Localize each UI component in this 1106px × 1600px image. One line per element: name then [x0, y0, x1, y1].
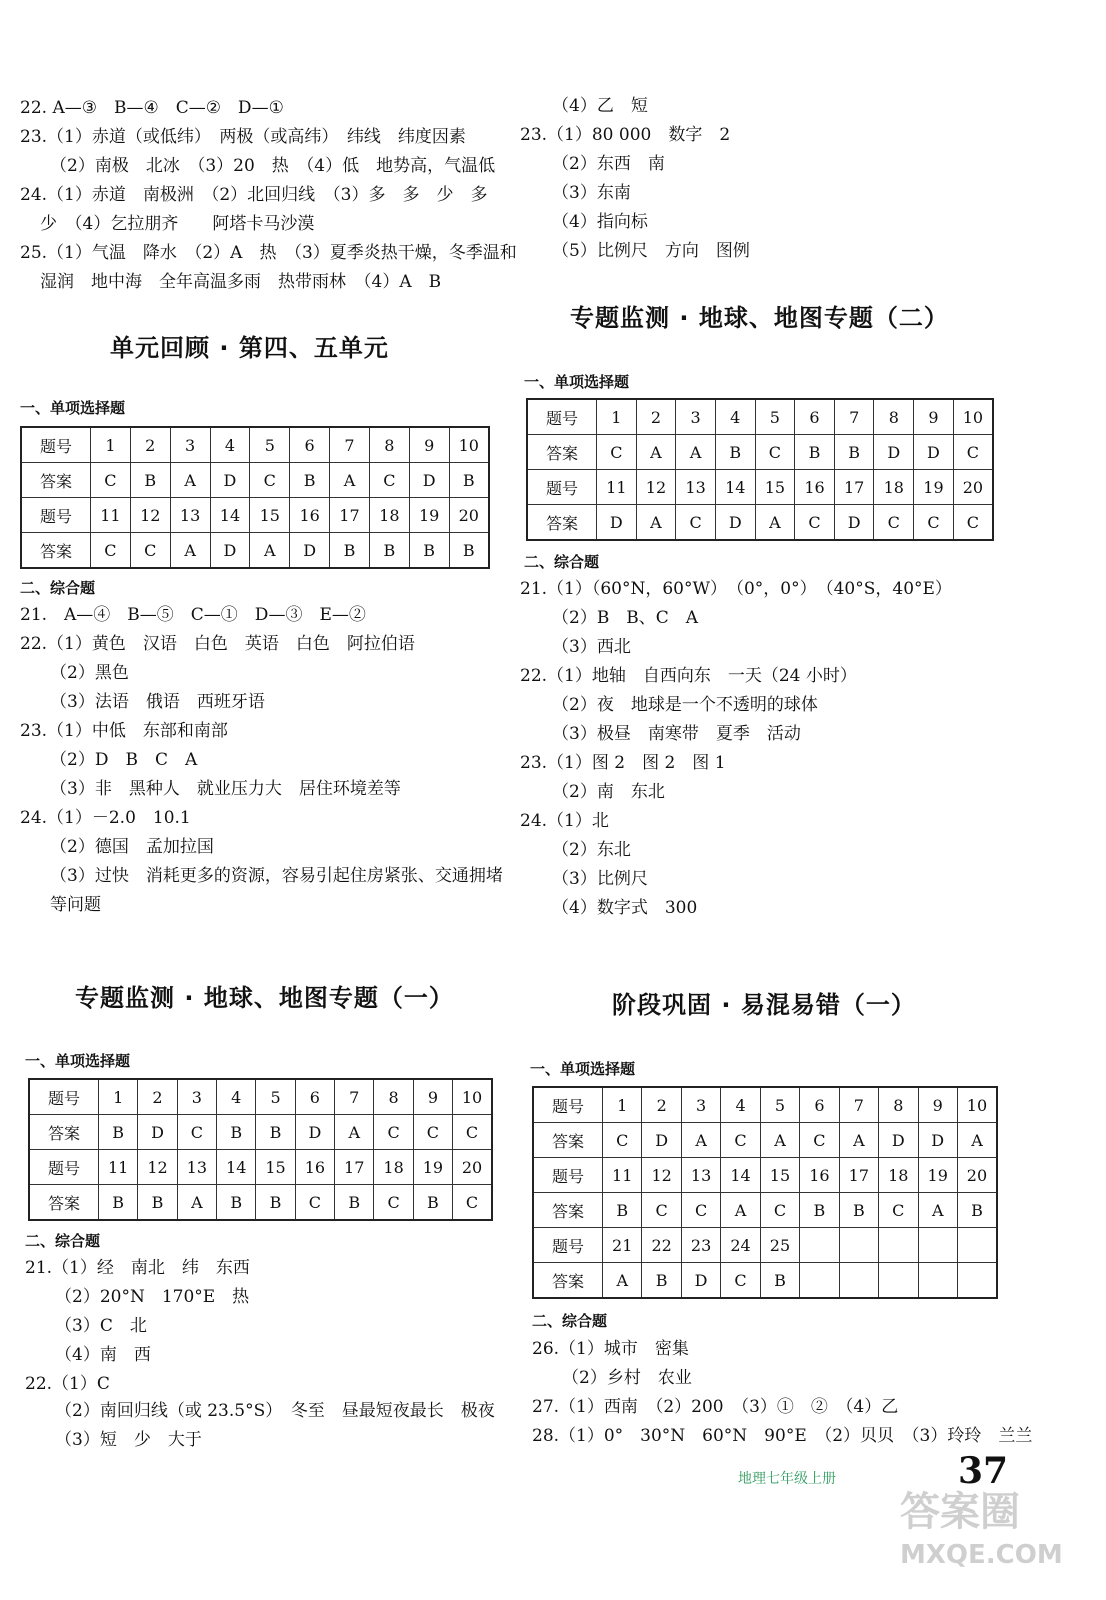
table-cell: C	[130, 533, 170, 569]
table-cell	[879, 1228, 918, 1263]
table-cell: C	[177, 1115, 216, 1150]
row-header-cell: 题号	[533, 1228, 603, 1263]
answer-line: 21.（1）（60°N，60°W） （0°，0°） （40°S，40°E）	[520, 579, 952, 599]
row-header-cell: 答案	[533, 1123, 603, 1158]
answer-line: 27.（1）西南 （2）200 （3）① ② （4）乙	[532, 1397, 899, 1417]
table-cell: D	[138, 1115, 177, 1150]
table-cell	[839, 1263, 878, 1299]
table-cell: 18	[374, 1150, 413, 1185]
table-cell: 20	[953, 470, 993, 505]
table-cell: 5	[256, 1079, 295, 1115]
table-cell: C	[953, 505, 993, 541]
table-cell: B	[449, 463, 489, 498]
table-cell: 7	[335, 1079, 374, 1115]
table-cell: B	[957, 1193, 997, 1228]
table-cell	[879, 1263, 918, 1299]
table-cell: 5	[755, 399, 795, 435]
table-cell: B	[839, 1193, 878, 1228]
table-cell: 11	[597, 470, 637, 505]
table-row	[533, 1158, 997, 1193]
table-cell: A	[676, 435, 716, 470]
table-cell: 5	[760, 1087, 799, 1123]
row-header-cell: 答案	[21, 533, 91, 569]
table-cell: B	[834, 435, 874, 470]
answer-table	[20, 426, 490, 569]
table-cell: 4	[217, 1079, 256, 1115]
answer-line: （2）B B、C A	[552, 608, 699, 628]
answer-table	[526, 398, 994, 541]
section-title: 专题监测 · 地球、地图专题（一）	[75, 984, 454, 1012]
table-cell: D	[290, 533, 330, 569]
table-row	[21, 498, 489, 533]
answer-line: 23.（1）图 2 图 2 图 1	[520, 753, 726, 773]
table-cell: 2	[642, 1087, 681, 1123]
table-cell: C	[914, 505, 954, 541]
table-cell: 6	[795, 399, 835, 435]
table-cell: 7	[834, 399, 874, 435]
table-cell: 6	[800, 1087, 839, 1123]
row-header-cell: 题号	[29, 1150, 99, 1185]
table-cell: B	[409, 533, 449, 569]
table-cell: 10	[453, 1079, 492, 1115]
row-header-cell: 题号	[29, 1079, 99, 1115]
table-cell: D	[597, 505, 637, 541]
answer-line: （2）南回归线（或 23.5°S） 冬至 昼最短夜最长 极夜	[55, 1401, 495, 1421]
answer-line: 22.（1）地轴 自西向东 一天（24 小时）	[520, 666, 857, 686]
table-cell: D	[879, 1123, 918, 1158]
table-cell: 20	[453, 1150, 492, 1185]
table-row	[29, 1079, 492, 1115]
table-cell: A	[721, 1193, 760, 1228]
table-cell: C	[755, 435, 795, 470]
table-cell: 3	[177, 1079, 216, 1115]
section-title: 专题监测 · 地球、地图专题（二）	[570, 304, 949, 332]
table-cell: D	[210, 533, 250, 569]
answer-line: 24.（1）－2.0 10.1	[20, 808, 191, 828]
subsection-heading: 一、单项选择题	[20, 399, 126, 417]
answer-line: （4）指向标	[552, 212, 648, 232]
answer-line: （2）D B C A	[50, 750, 198, 770]
table-cell: A	[755, 505, 795, 541]
table-cell: 17	[335, 1150, 374, 1185]
table-cell: 9	[914, 399, 954, 435]
table-row	[21, 533, 489, 569]
table-cell: 2	[636, 399, 676, 435]
answer-line: （2）20°N 170°E 热	[55, 1287, 250, 1307]
table-cell: 18	[874, 470, 914, 505]
table-cell	[918, 1263, 957, 1299]
table-cell: 22	[642, 1228, 681, 1263]
row-header-cell: 答案	[29, 1115, 99, 1150]
answer-line: （2）黑色	[50, 663, 129, 683]
table-cell: B	[642, 1263, 681, 1299]
table-cell: 4	[715, 399, 755, 435]
table-cell: A	[636, 505, 676, 541]
answer-line: 26.（1）城市 密集	[532, 1339, 689, 1359]
table-cell: A	[760, 1123, 799, 1158]
answer-line: （2）夜 地球是一个不透明的球体	[552, 695, 818, 715]
table-cell: 4	[210, 427, 250, 463]
row-header-cell: 答案	[533, 1193, 603, 1228]
table-cell: B	[217, 1115, 256, 1150]
answer-line: （2）南 东北	[552, 782, 665, 802]
table-cell: B	[603, 1193, 642, 1228]
table-cell: A	[636, 435, 676, 470]
table-cell: 9	[918, 1087, 957, 1123]
table-cell: 14	[715, 470, 755, 505]
table-cell: 8	[874, 399, 914, 435]
table-cell	[839, 1228, 878, 1263]
table-cell	[800, 1228, 839, 1263]
table-row	[527, 399, 993, 435]
table-row	[21, 463, 489, 498]
table-cell: 15	[760, 1158, 799, 1193]
row-header-cell: 题号	[533, 1158, 603, 1193]
answer-line: （4）乙 短	[552, 96, 648, 116]
table-cell	[800, 1263, 839, 1299]
table-cell: 9	[409, 427, 449, 463]
table-cell: 16	[795, 470, 835, 505]
table-cell: B	[256, 1115, 295, 1150]
answer-line: 21. A—④ B—⑤ C—① D—③ E—②	[20, 605, 366, 625]
answer-line: 23.（1）中低 东部和南部	[20, 721, 228, 741]
subsection-heading: 二、综合题	[20, 579, 96, 597]
answer-line: （2）东北	[552, 840, 631, 860]
answer-line: （2）德国 孟加拉国	[50, 837, 214, 857]
answer-line: （3）比例尺	[552, 869, 648, 889]
answer-line: （3）极昼 南寒带 夏季 活动	[552, 724, 801, 744]
table-cell: C	[453, 1185, 492, 1221]
answer-line: 少 （4）乞拉朋齐 阿塔卡马沙漠	[40, 214, 315, 234]
table-cell: 12	[130, 498, 170, 533]
table-cell: D	[918, 1123, 957, 1158]
table-cell: 3	[170, 427, 210, 463]
answer-line: （2）南极 北冰 （3）20 热 （4）低 地势高，气温低	[50, 156, 496, 176]
row-header-cell: 题号	[533, 1087, 603, 1123]
table-cell: C	[91, 533, 131, 569]
answer-line: 22.（1）黄色 汉语 白色 英语 白色 阿拉伯语	[20, 634, 415, 654]
row-header-cell: 答案	[29, 1185, 99, 1221]
table-row	[533, 1193, 997, 1228]
table-cell: B	[800, 1193, 839, 1228]
table-cell: 13	[177, 1150, 216, 1185]
table-cell: C	[760, 1193, 799, 1228]
answer-line: 22. A—③ B—④ C—② D—①	[20, 98, 284, 118]
table-cell: 16	[800, 1158, 839, 1193]
table-cell	[957, 1263, 997, 1299]
table-cell: C	[91, 463, 131, 498]
table-row	[527, 435, 993, 470]
answer-line: 湿润 地中海 全年高温多雨 热带雨林 （4）A B	[40, 272, 442, 292]
table-cell	[957, 1228, 997, 1263]
section-title: 单元回顾 · 第四、五单元	[110, 334, 389, 362]
subsection-heading: 一、单项选择题	[524, 373, 630, 391]
table-cell: 12	[138, 1150, 177, 1185]
table-cell: 7	[330, 427, 370, 463]
table-cell: 6	[290, 427, 330, 463]
table-row	[29, 1185, 492, 1221]
answer-line: （3）东南	[552, 183, 631, 203]
answer-table	[28, 1078, 493, 1221]
table-cell: 19	[413, 1150, 452, 1185]
table-cell: D	[874, 435, 914, 470]
row-header-cell: 答案	[527, 435, 597, 470]
subsection-heading: 二、综合题	[532, 1312, 608, 1330]
table-cell: 19	[914, 470, 954, 505]
table-cell: 19	[918, 1158, 957, 1193]
table-cell: 11	[91, 498, 131, 533]
answer-line: （3）过快 消耗更多的资源，容易引起住房紧张、交通拥堵	[50, 866, 503, 886]
answer-line: （2）东西 南	[552, 154, 665, 174]
answer-line: （5）比例尺 方向 图例	[552, 241, 750, 261]
table-cell: C	[721, 1263, 760, 1299]
table-cell: D	[409, 463, 449, 498]
table-cell: D	[642, 1123, 681, 1158]
table-cell: 5	[250, 427, 290, 463]
table-cell	[918, 1228, 957, 1263]
row-header-cell: 题号	[21, 498, 91, 533]
answer-line: 25.（1）气温 降水 （2）A 热 （3）夏季炎热干燥，冬季温和	[20, 243, 517, 263]
answer-line: 22.（1）C	[25, 1374, 110, 1394]
answer-line: 等问题	[50, 895, 101, 915]
table-row	[527, 470, 993, 505]
table-cell: 11	[99, 1150, 138, 1185]
table-cell: B	[330, 533, 370, 569]
table-cell: B	[449, 533, 489, 569]
table-cell: B	[138, 1185, 177, 1221]
table-cell: 24	[721, 1228, 760, 1263]
table-cell: 3	[676, 399, 716, 435]
table-cell: 1	[91, 427, 131, 463]
table-cell: B	[413, 1185, 452, 1221]
table-cell: 19	[409, 498, 449, 533]
table-cell: B	[290, 463, 330, 498]
row-header-cell: 题号	[527, 399, 597, 435]
table-cell: C	[681, 1193, 720, 1228]
table-row	[533, 1228, 997, 1263]
table-cell: C	[295, 1185, 334, 1221]
table-cell: 14	[721, 1158, 760, 1193]
table-cell: C	[453, 1115, 492, 1150]
table-cell: 11	[603, 1158, 642, 1193]
row-header-cell: 答案	[21, 463, 91, 498]
table-row	[29, 1150, 492, 1185]
answer-line: （3）C 北	[55, 1316, 147, 1336]
table-cell: 9	[413, 1079, 452, 1115]
table-cell: C	[603, 1123, 642, 1158]
table-cell: 10	[449, 427, 489, 463]
table-cell: 23	[681, 1228, 720, 1263]
table-cell: B	[99, 1185, 138, 1221]
table-cell: 12	[642, 1158, 681, 1193]
row-header-cell: 答案	[533, 1263, 603, 1299]
table-cell: B	[217, 1185, 256, 1221]
table-cell: C	[369, 463, 409, 498]
answer-line: （4）南 西	[55, 1345, 151, 1365]
answer-line: 23.（1）赤道（或低纬） 两极（或高纬） 纬线 纬度因素	[20, 127, 466, 147]
table-cell: A	[839, 1123, 878, 1158]
table-cell: 17	[330, 498, 370, 533]
table-cell: 13	[170, 498, 210, 533]
table-row	[21, 427, 489, 463]
table-cell: 17	[839, 1158, 878, 1193]
table-cell: A	[170, 463, 210, 498]
table-cell: 2	[138, 1079, 177, 1115]
table-cell: 6	[295, 1079, 334, 1115]
answer-line: （3）短 少 大于	[55, 1430, 202, 1450]
table-cell: C	[676, 505, 716, 541]
table-cell: 8	[879, 1087, 918, 1123]
table-cell: C	[642, 1193, 681, 1228]
table-cell: A	[603, 1263, 642, 1299]
table-cell: 12	[636, 470, 676, 505]
table-cell: 8	[374, 1079, 413, 1115]
page-number: 37	[958, 1450, 1009, 1492]
table-cell: D	[295, 1115, 334, 1150]
table-cell: 1	[603, 1087, 642, 1123]
table-cell: 13	[676, 470, 716, 505]
table-cell: 13	[681, 1158, 720, 1193]
table-cell: 2	[130, 427, 170, 463]
table-cell: C	[721, 1123, 760, 1158]
answer-line: （3）西北	[552, 637, 631, 657]
answer-line: 24.（1）赤道 南极洲 （2）北回归线 （3）多 多 少 多	[20, 185, 488, 205]
table-cell: B	[369, 533, 409, 569]
table-cell: C	[374, 1185, 413, 1221]
footer-subject: 地理七年级上册	[738, 1471, 836, 1487]
table-cell: A	[957, 1123, 997, 1158]
subsection-heading: 一、单项选择题	[25, 1052, 131, 1070]
table-row	[533, 1123, 997, 1158]
table-cell: 15	[755, 470, 795, 505]
table-cell: 20	[449, 498, 489, 533]
answer-line: 23.（1）80 000 数字 2	[520, 125, 731, 145]
table-row	[533, 1263, 997, 1299]
section-title: 阶段巩固 · 易混易错（一）	[612, 991, 916, 1019]
table-cell: C	[597, 435, 637, 470]
table-cell: 1	[597, 399, 637, 435]
table-cell: 21	[603, 1228, 642, 1263]
watermark-url: MXQE.COM	[900, 1540, 1063, 1570]
table-cell: A	[335, 1115, 374, 1150]
table-cell: C	[800, 1123, 839, 1158]
row-header-cell: 题号	[21, 427, 91, 463]
table-cell: A	[250, 533, 290, 569]
row-header-cell: 答案	[527, 505, 597, 541]
table-cell: 10	[957, 1087, 997, 1123]
subsection-heading: 一、单项选择题	[530, 1060, 636, 1078]
subsection-heading: 二、综合题	[524, 553, 600, 571]
row-header-cell: 题号	[527, 470, 597, 505]
table-cell: C	[413, 1115, 452, 1150]
table-cell: A	[330, 463, 370, 498]
table-cell: 14	[210, 498, 250, 533]
table-cell: A	[177, 1185, 216, 1221]
table-cell: 16	[290, 498, 330, 533]
watermark-logo: 答案圈	[900, 1489, 1020, 1535]
table-cell: A	[170, 533, 210, 569]
table-cell: 18	[879, 1158, 918, 1193]
table-cell: B	[760, 1263, 799, 1299]
table-cell: C	[953, 435, 993, 470]
table-cell: 10	[953, 399, 993, 435]
table-cell: 15	[250, 498, 290, 533]
table-cell: D	[914, 435, 954, 470]
table-cell: A	[918, 1193, 957, 1228]
table-row	[527, 505, 993, 541]
answer-line: （4）数字式 300	[552, 898, 698, 918]
table-cell: A	[681, 1123, 720, 1158]
table-cell: C	[250, 463, 290, 498]
table-cell: B	[795, 435, 835, 470]
table-cell: C	[879, 1193, 918, 1228]
table-cell: B	[130, 463, 170, 498]
table-cell: 8	[369, 427, 409, 463]
table-cell: B	[99, 1115, 138, 1150]
answer-line: （2）乡村 农业	[562, 1368, 692, 1388]
table-cell: C	[874, 505, 914, 541]
table-cell: 7	[839, 1087, 878, 1123]
answer-line: （3）非 黑种人 就业压力大 居住环境差等	[50, 779, 401, 799]
answer-line: 28.（1）0° 30°N 60°N 90°E （2）贝贝 （3）玲玲 兰兰	[532, 1426, 1033, 1446]
table-cell: B	[256, 1185, 295, 1221]
table-cell: 17	[834, 470, 874, 505]
answer-line: 24.（1）北	[520, 811, 609, 831]
table-cell: 15	[256, 1150, 295, 1185]
table-row	[533, 1087, 997, 1123]
table-row	[29, 1115, 492, 1150]
table-cell: D	[834, 505, 874, 541]
table-cell: 14	[217, 1150, 256, 1185]
answer-line: （3）法语 俄语 西班牙语	[50, 692, 265, 712]
table-cell: C	[795, 505, 835, 541]
table-cell: 3	[681, 1087, 720, 1123]
table-cell: B	[715, 435, 755, 470]
table-cell: 18	[369, 498, 409, 533]
table-cell: 4	[721, 1087, 760, 1123]
table-cell: D	[715, 505, 755, 541]
table-cell: 20	[957, 1158, 997, 1193]
table-cell: C	[374, 1115, 413, 1150]
table-cell: B	[335, 1185, 374, 1221]
table-cell: 25	[760, 1228, 799, 1263]
subsection-heading: 二、综合题	[25, 1232, 101, 1250]
table-cell: D	[681, 1263, 720, 1299]
table-cell: 1	[99, 1079, 138, 1115]
table-cell: D	[210, 463, 250, 498]
table-cell: 16	[295, 1150, 334, 1185]
answer-table	[532, 1086, 998, 1299]
answer-line: 21.（1）经 南北 纬 东西	[25, 1258, 250, 1278]
